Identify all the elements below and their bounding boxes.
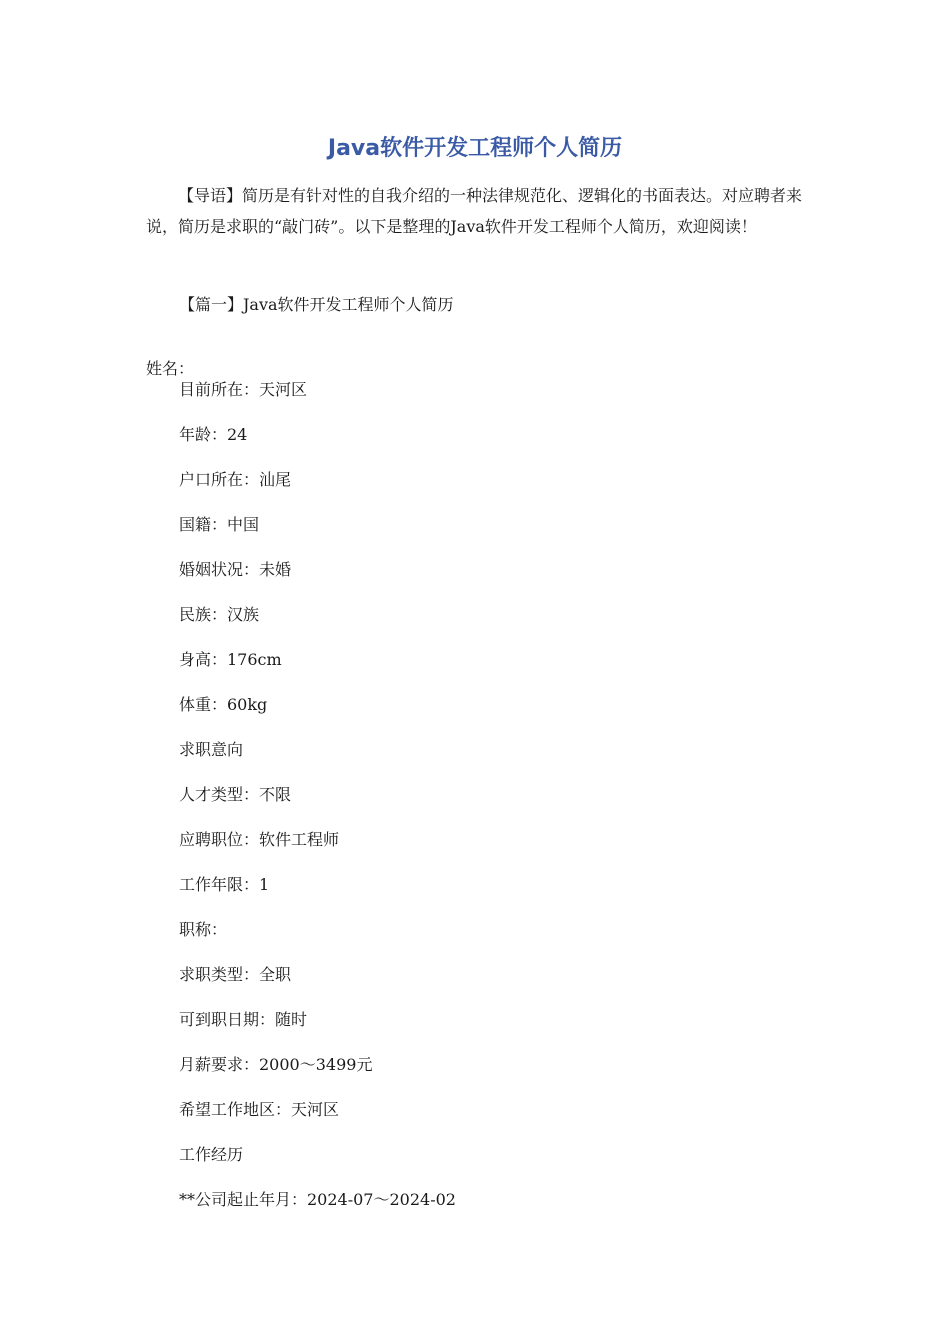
field-age: 年龄：24 [179, 425, 248, 444]
subheading-work-experience: 工作经历 [179, 1145, 244, 1164]
subheading-job-intention: 求职意向 [179, 740, 244, 759]
field-weight: 体重：60kg [179, 695, 268, 714]
field-ethnicity: 民族：汉族 [179, 605, 260, 624]
field-job-type: 求职类型：全职 [179, 965, 292, 984]
field-job-title: 职称： [179, 920, 228, 939]
section-heading: 【篇一】Java软件开发工程师个人简历 [179, 295, 454, 314]
field-height: 身高：176cm [179, 650, 282, 669]
field-years-of-work: 工作年限：1 [179, 875, 270, 894]
name-label: 姓名： [146, 359, 195, 378]
resume-field-list [179, 377, 456, 1232]
field-applied-position: 应聘职位：软件工程师 [179, 830, 340, 849]
field-salary-requirement: 月薪要求：2000～3499元 [179, 1055, 373, 1074]
field-marital-status: 婚姻状况：未婚 [179, 560, 292, 579]
intro-paragraph: 【导语】简历是有针对性的自我介绍的一种法律规范化、逻辑化的书面表达。对应聘者来说，简历是求职的“敲门砖”。以下是整理的Java软件开发工程师个人简历，欢迎阅读！ [146, 186, 803, 236]
field-availability-date: 可到职日期：随时 [179, 1010, 308, 1029]
document-title: Java软件开发工程师个人简历 [327, 136, 623, 161]
field-desired-work-area: 希望工作地区：天河区 [179, 1100, 340, 1119]
field-nationality: 国籍：中国 [179, 515, 260, 534]
field-household-registration: 户口所在：汕尾 [179, 470, 292, 489]
field-talent-type: 人才类型：不限 [179, 785, 292, 804]
field-current-location: 目前所在：天河区 [179, 380, 308, 399]
field-company-period: **公司起止年月：2024-07～2024-02 [179, 1190, 456, 1209]
